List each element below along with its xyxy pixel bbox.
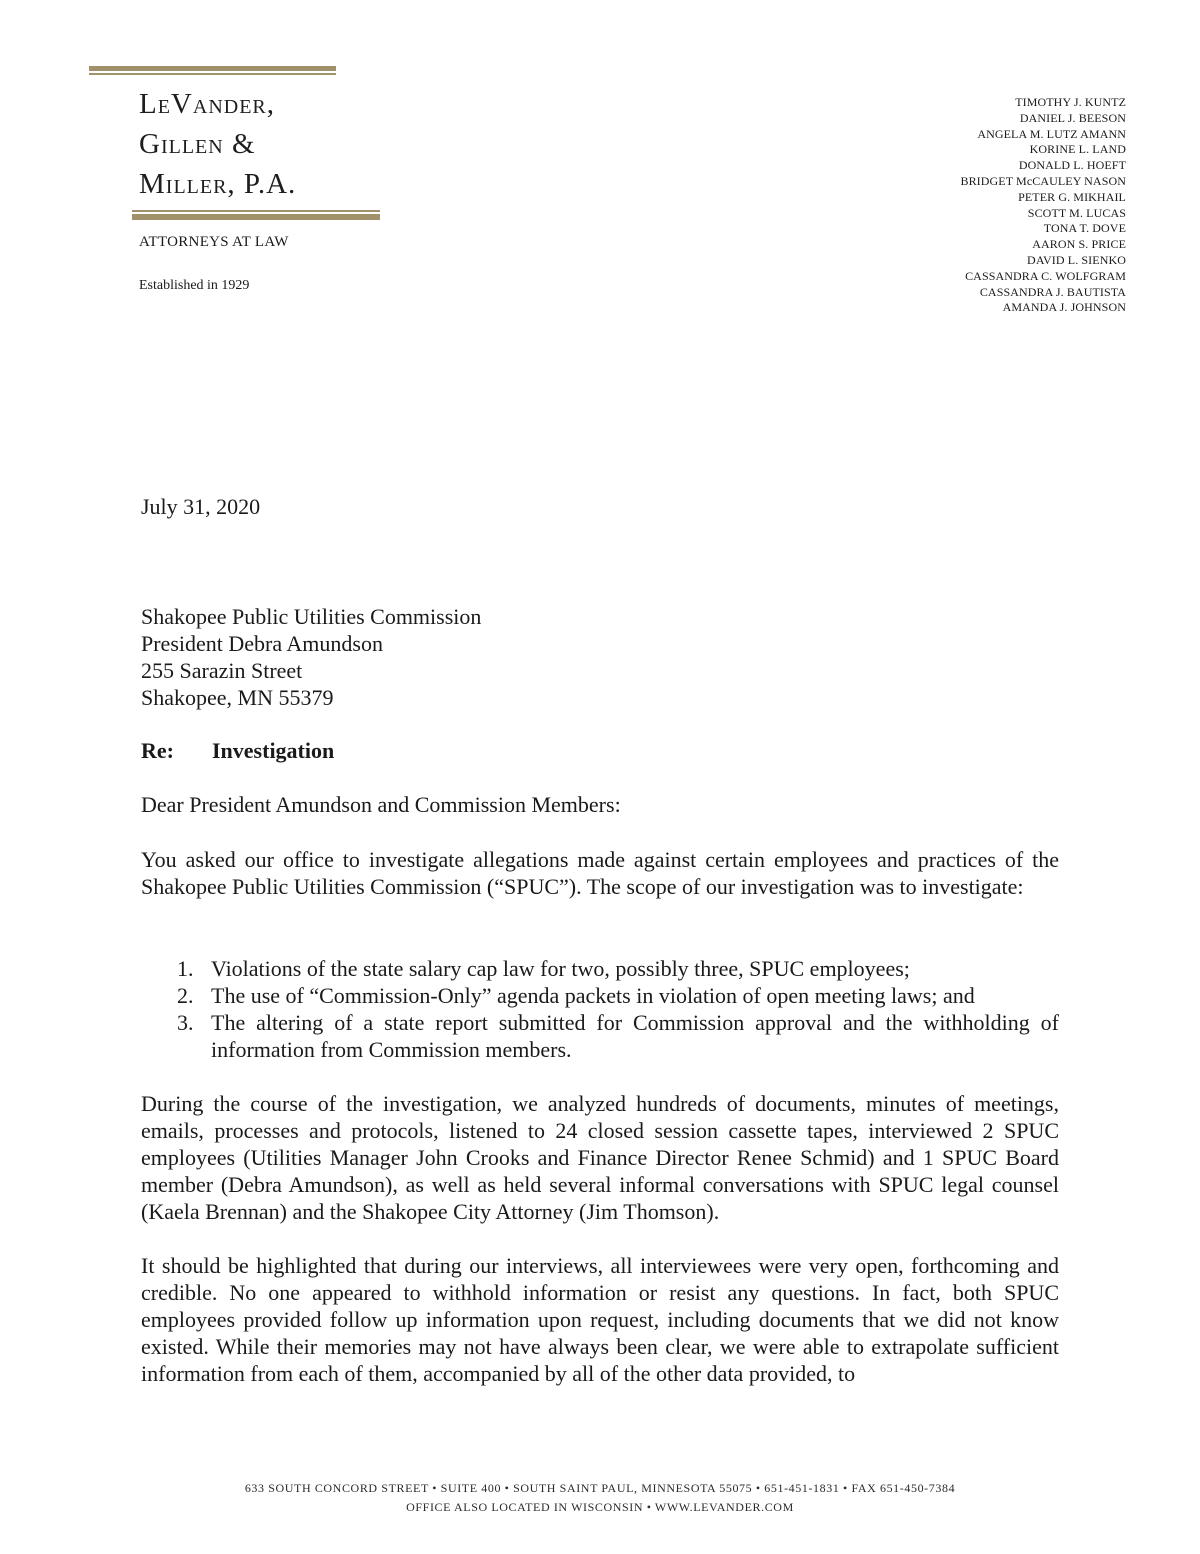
body-paragraph-2: During the course of the investigation, we analyzed hundreds of documents, minutes of meetings, emails, processes and protocols, listened to 24 closed session cassette tapes, interviewed 2 SPUC employees (Utilities Manager John Crooks and Finance Director Renee Schmid) and 1 SPUC Board member (Debra Amundson), as well as held several informal conversations with SPUC legal counsel (Kaela Brennan) and the Shakopee City Attorney (Jim Thomson).	[141, 1091, 1059, 1224]
firm-name-line-2: Gillen &	[139, 128, 256, 160]
partner-name: DONALD L. HOEFT	[1018, 158, 1126, 173]
partner-name: PETER G. MIKHAIL	[1018, 189, 1126, 204]
firm-tagline: ATTORNEYS AT LAW	[139, 234, 289, 250]
letterhead-rule-bottom	[132, 214, 380, 220]
firm-name-line-3: Miller, P.A.	[139, 168, 297, 200]
letterhead-rule-top	[89, 66, 336, 71]
body-paragraph-3: It should be highlighted that during our interviews, all interviewees were very open, forthcoming and credible. No one appeared to withhold information or resist any questions. In fact, both SPUC employees provided follow up information upon request, including documents that we did not know existed. While their memories may not have always been clear, we were able to extrapolate sufficient information from each of them, accompanied by all of the other data provided, to	[141, 1253, 1059, 1386]
address-line: 255 Sarazin Street	[141, 658, 303, 683]
list-item	[141, 982, 1059, 1009]
list-item	[141, 955, 1059, 982]
body-paragraph-1: You asked our office to investigate allegations made against certain employees and practices of the Shakopee Public Utilities Commission (“SPUC”). The scope of our investigation was to investigate:	[141, 847, 1059, 899]
recipient-address	[141, 603, 481, 711]
partner-name: ANGELA M. LUTZ AMANN	[977, 126, 1126, 141]
partner-name: TIMOTHY J. KUNTZ	[1015, 95, 1126, 109]
partner-list	[960, 95, 1126, 316]
list-number: 2.	[177, 983, 194, 1008]
footer-address: 633 SOUTH CONCORD STREET • SUITE 400 • SOUTH SAINT PAUL, MINNESOTA 55075 • 651-451-1831 • FAX 651-450-7384	[244, 1481, 956, 1495]
partner-name: BRIDGET McCAULEY NASON	[960, 173, 1126, 188]
letterhead-rule-bottom-thin	[132, 210, 380, 212]
footer-website: OFFICE ALSO LOCATED IN WISCONSIN • WWW.LEVANDER.COM	[406, 1500, 794, 1514]
partner-name: TONA T. DOVE	[1043, 221, 1126, 236]
partner-name: DAVID L. SIENKO	[1027, 252, 1126, 267]
firm-name-line-1: LeVander,	[139, 88, 276, 120]
subject-label: Re:	[141, 738, 174, 763]
letterhead-rule-top-thin	[89, 73, 336, 75]
partner-name: AMANDA J. JOHNSON	[1002, 300, 1126, 315]
list-item	[141, 1009, 1059, 1063]
address-line: Shakopee Public Utilities Commission	[141, 604, 482, 629]
list-text: Violations of the state salary cap law for two, possibly three, SPUC employees;	[211, 956, 910, 981]
partner-name: AARON S. PRICE	[1032, 237, 1126, 252]
salutation: Dear President Amundson and Commission Members:	[141, 792, 621, 817]
list-number: 3.	[177, 1010, 194, 1035]
established-year: Established in 1929	[139, 278, 250, 293]
address-line: President Debra Amundson	[141, 631, 383, 656]
partner-name: SCOTT M. LUCAS	[1027, 205, 1126, 220]
partner-name: CASSANDRA J. BAUTISTA	[979, 284, 1126, 299]
partner-name: CASSANDRA C. WOLFGRAM	[965, 268, 1126, 283]
subject-line	[141, 738, 334, 764]
list-number: 1.	[177, 956, 194, 981]
partner-name: DANIEL J. BEESON	[1019, 110, 1126, 125]
list-text: The use of “Commission-Only” agenda packets in violation of open meeting laws; and	[211, 983, 975, 1008]
partner-name: KORINE L. LAND	[1029, 142, 1126, 157]
subject-text: Investigation	[212, 738, 335, 763]
letter-date: July 31, 2020	[141, 494, 261, 519]
scope-list	[141, 955, 1059, 1063]
address-line: Shakopee, MN 55379	[141, 685, 334, 710]
list-text: The altering of a state report submitted for Commission approval and the withholding of information from Commission members.	[211, 1010, 1059, 1062]
